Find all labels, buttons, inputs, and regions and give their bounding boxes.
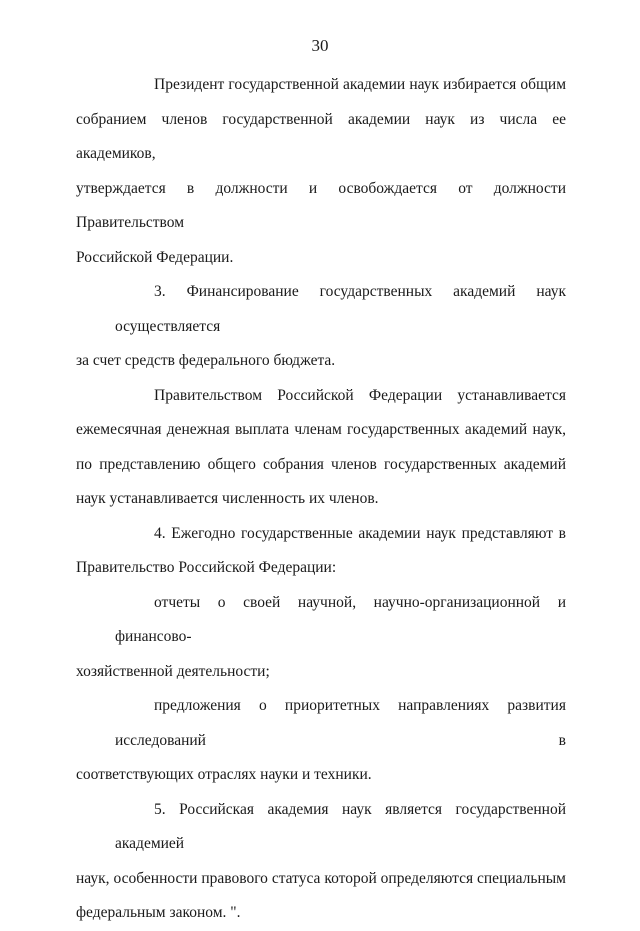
text-line: соответствующих отраслях науки и техники. <box>76 766 372 783</box>
text-line: за счет средств федерального бюджета. <box>76 352 336 369</box>
text-line: наук устанавливается численность их членов. <box>76 490 379 507</box>
text-line: наук, особенности правового статуса которой определяются специальным <box>76 869 566 887</box>
text-line: федеральным законом. ". <box>76 904 241 921</box>
paragraph-government-payment <box>76 379 566 517</box>
text-line: Правительством Российской Федерации устанавливается <box>154 386 566 404</box>
text-line: хозяйственной деятельности; <box>76 662 270 680</box>
text-line: Президент государственной академии наук избирается общим <box>154 76 566 93</box>
text-line: утверждается в должности и освобождается от должности Правительством <box>76 179 566 231</box>
text-line: отчеты о своей научной, научно-организационной и финансово- <box>115 593 566 645</box>
paragraph-reports <box>76 586 566 690</box>
paragraph-proposals <box>76 689 566 793</box>
text-line: по представлению общего собрания членов государственных академий <box>76 455 566 473</box>
document-body <box>76 68 566 931</box>
text-line: предложения о приоритетных направлениях развития исследований в <box>115 697 566 749</box>
paragraph-item-4 <box>76 517 566 586</box>
text-line: 5. Российская академия наук является государственной академией <box>115 800 566 852</box>
paragraph-president <box>76 68 566 275</box>
text-line: 3. Финансирование государственных академий наук осуществляется <box>115 283 566 335</box>
text-line: Российской Федерации. <box>76 248 234 266</box>
text-line: собранием членов государственной академии наук из числа ее академиков, <box>76 110 566 162</box>
page-number: 30 <box>311 36 329 55</box>
paragraph-item-3 <box>76 275 566 379</box>
text-line: Правительство Российской Федерации: <box>76 559 337 576</box>
text-line: ежемесячная денежная выплата членам государственных академий наук, <box>76 421 566 438</box>
text-line: 4. Ежегодно государственные академии наук представляют в <box>154 524 566 542</box>
paragraph-item-5 <box>76 793 566 931</box>
